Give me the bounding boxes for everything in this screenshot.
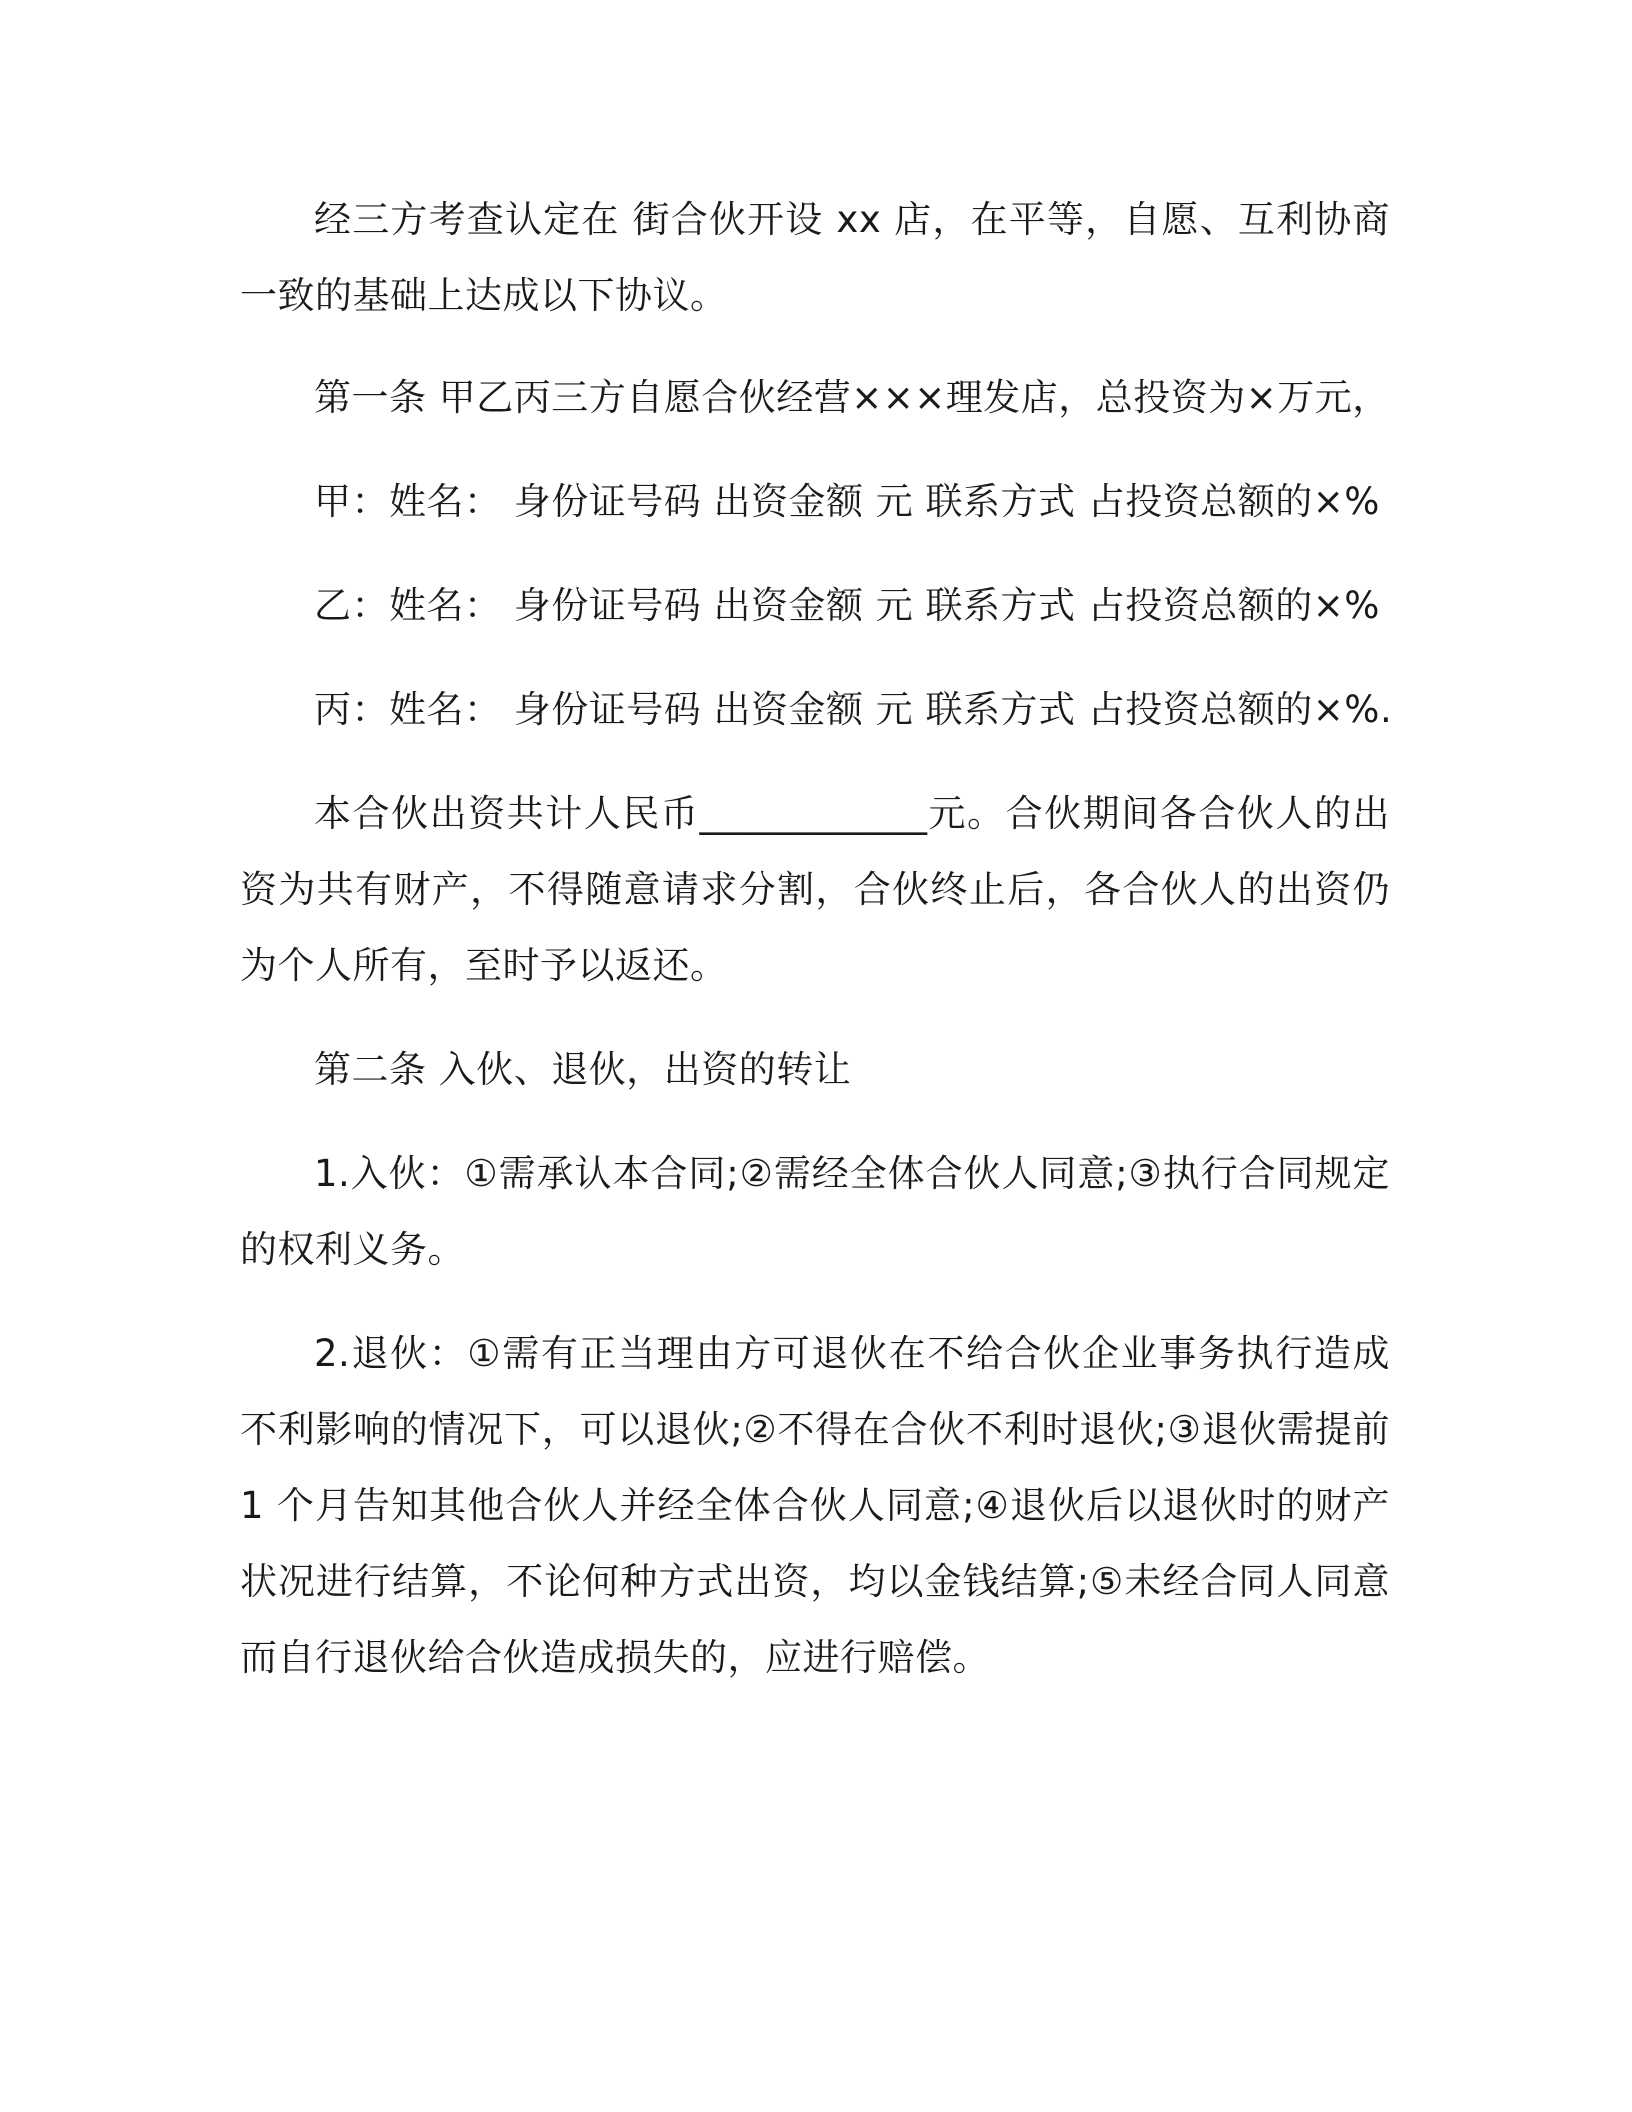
article-two-heading: 第二条 入伙、退伙，出资的转让 bbox=[314, 1048, 852, 1091]
withdrawal-clause: 2.退伙：①需有正当理由方可退伙在不给合伙企业事务执行造成不利影响的情况下，可以退伙;②不得在合伙不利时退伙;③退伙需提前 1 个月告知其他合伙人并经全体合伙人同意;④退伙后以退伙时的财产状况进行结算，不论何种方式出资，均以金钱结算;⑤未经合同人同意而自行退伙给合伙造成损失的，应进行赔偿。 bbox=[240, 1332, 1390, 1679]
document-body bbox=[240, 182, 1393, 1696]
partner-a-line: 甲：姓名： 身份证号码 出资金额 元 联系方式 占投资总额的×% bbox=[314, 480, 1380, 523]
joining-clause: 1.入伙：①需承认本合同;②需经全体合伙人同意;③执行合同规定的权利义务。 bbox=[240, 1152, 1390, 1271]
article-one-paragraph: 第一条 甲乙丙三方自愿合伙经营×××理发店，总投资为×万元， bbox=[314, 376, 1390, 419]
partner-c-line: 丙：姓名： 身份证号码 出资金额 元 联系方式 占投资总额的×%. bbox=[314, 688, 1393, 731]
intro-paragraph: 经三方考查认定在 街合伙开设 xx 店，在平等，自愿、互利协商一致的基础上达成以下协议。 bbox=[240, 198, 1390, 317]
partner-b-line: 乙：姓名： 身份证号码 出资金额 元 联系方式 占投资总额的×% bbox=[314, 584, 1380, 627]
capital-paragraph: 本合伙出资共计人民币____________元。合伙期间各合伙人的出资为共有财产，不得随意请求分割，合伙终止后，各合伙人的出资仍为个人所有，至时予以返还。 bbox=[240, 792, 1390, 987]
